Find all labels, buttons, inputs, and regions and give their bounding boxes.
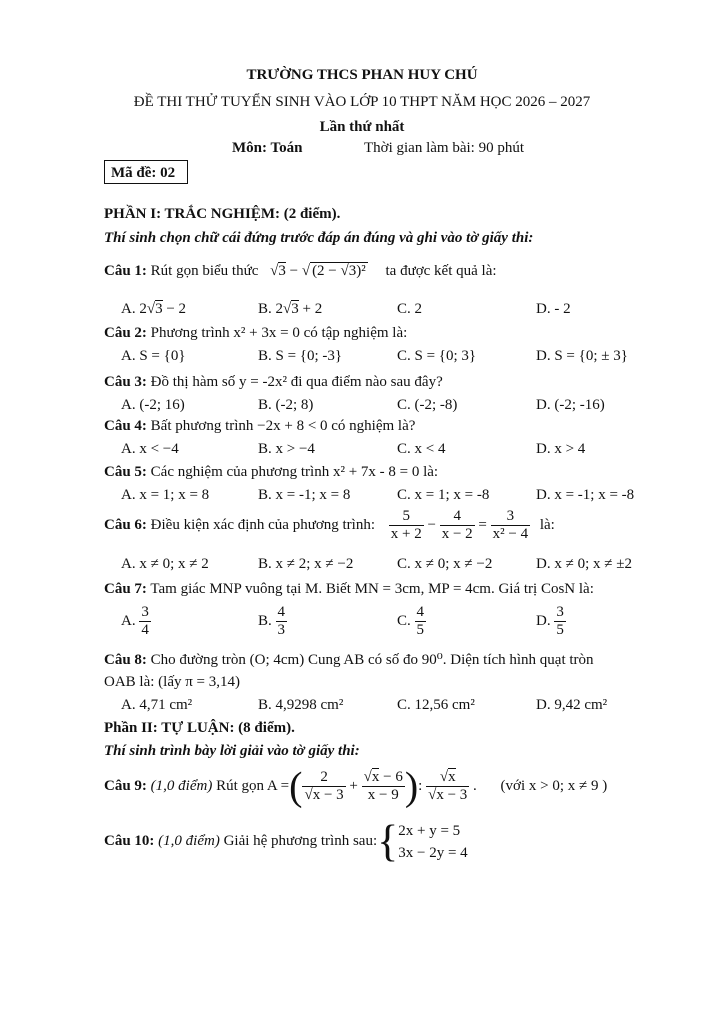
- question-8: Câu 8: Cho đường tròn (O; 4cm) Cung AB có số đo 90⁰. Diện tích hình quạt tròn: [104, 652, 594, 668]
- part2-instruction: Thí sinh trình bày lời giải vào tờ giấy thi:: [104, 743, 360, 759]
- q1-option-c: C. 2: [397, 301, 423, 317]
- question-5: Câu 5: Các nghiệm của phương trình x² + 7x - 8 = 0 là:: [104, 464, 439, 480]
- subject: Môn: Toán: [232, 140, 303, 156]
- q8-option-b: B. 4,9298 cm²: [258, 697, 344, 713]
- q4-option-b: B. x > −4: [258, 441, 315, 457]
- q2-option-a: A. S = {0}: [121, 348, 186, 364]
- q5-option-a: A. x = 1; x = 8: [121, 487, 210, 503]
- q1-text: Rút gọn biểu thức: [150, 263, 259, 279]
- part1-title: PHẦN I: TRẮC NGHIỆM: (2 điểm).: [104, 206, 341, 222]
- q5-option-d: D. x = -1; x = -8: [536, 487, 635, 503]
- q3-option-a: A. (-2; 16): [121, 397, 185, 413]
- exam-code: Mã đề: 02: [104, 160, 188, 184]
- q2-option-d: D. S = {0; ± 3}: [536, 348, 628, 364]
- q1-tail: ta được kết quả là:: [385, 263, 497, 279]
- q1-option-b: B. 2√3 + 2: [258, 301, 323, 317]
- question-10: Câu 10: (1,0 điểm) Giải hệ phương trình sau:{ 2x + y = 5 3x − 2y = 4: [104, 816, 468, 866]
- q6-option-b: B. x ≠ 2; x ≠ −2: [258, 556, 354, 572]
- q1-option-d: D. - 2: [536, 301, 571, 317]
- q8-option-d: D. 9,42 cm²: [536, 697, 608, 713]
- q6-equation: $\frac{5}{x + 2}$ − $\frac{4}{x - 2}$ = $\frac{3}{\text{x² − 4}}$: [390, 508, 529, 543]
- exam-round: Lần thứ nhất: [319, 119, 405, 135]
- q1-label: Câu 1:: [104, 263, 147, 279]
- question-3: Câu 3: Đồ thị hàm số y = -2x² đi qua điểm nào sau đây?: [104, 374, 443, 390]
- q6-option-c: C. x ≠ 0; x ≠ −2: [397, 556, 493, 572]
- q3-option-b: B. (-2; 8): [258, 397, 314, 413]
- q3-option-c: C. (-2; -8): [397, 397, 458, 413]
- q8-option-c: C. 12,56 cm²: [397, 697, 475, 713]
- q4-option-d: D. x > 4: [536, 441, 586, 457]
- q2-option-b: B. S = {0; -3}: [258, 348, 343, 364]
- question-9: Câu 9: (1,0 điểm) Rút gọn A =( $\frac{2}{√x - 3}$ + $\frac{√x - 6}{x - 9}$ ): $\frac{√x}{√x - 3}$ . (với x > 0; x ≠ 9 ): [104, 763, 608, 809]
- q6-option-a: A. x ≠ 0; x ≠ 2: [121, 556, 209, 572]
- q2-option-c: C. S = {0; 3}: [397, 348, 477, 364]
- q3-option-d: D. (-2; -16): [536, 397, 605, 413]
- q5-option-b: B. x = -1; x = 8: [258, 487, 351, 503]
- q8-text-line2: OAB là: (lấy π = 3,14): [104, 674, 241, 690]
- q7-option-c: C. $\frac{4}{5}$: [397, 604, 425, 639]
- q4-option-c: C. x < 4: [397, 441, 446, 457]
- question-7: Câu 7: Tam giác MNP vuông tại M. Biết MN = 3cm, MP = 4cm. Giá trị CosN là:: [104, 581, 594, 597]
- exam-time: Thời gian làm bài: 90 phút: [364, 140, 524, 156]
- part2-title: Phần II: TỰ LUẬN: (8 điểm).: [104, 720, 295, 736]
- question-6: Câu 6: Điều kiện xác định của phương trình: $\frac{5}{x + 2}$ − $\frac{4}{x - 2}$ = $\frac{3}{\text{x² − 4}}$ là:: [104, 508, 555, 543]
- q4-option-a: A. x < −4: [121, 441, 179, 457]
- question-2: Câu 2: Phương trình x² + 3x = 0 có tập nghiệm là:: [104, 325, 408, 341]
- q7-option-b: B. $\frac{4}{3}$: [258, 604, 286, 639]
- q6-option-d: D. x ≠ 0; x ≠ ±2: [536, 556, 632, 572]
- exam-title: ĐỀ THI THỬ TUYỂN SINH VÀO LỚP 10 THPT NĂM HỌC 2026 – 2027: [133, 94, 591, 110]
- school-name: TRƯỜNG THCS PHAN HUY CHÚ: [246, 67, 478, 83]
- q7-option-d: D. $\frac{3}{5}$: [536, 604, 564, 639]
- question-4: Câu 4: Bất phương trình −2x + 8 < 0 có nghiệm là?: [104, 418, 416, 434]
- part1-instruction: Thí sinh chọn chữ cái đứng trước đáp án đúng và ghi vào tờ giấy thi:: [104, 230, 534, 246]
- q5-option-c: C. x = 1; x = -8: [397, 487, 490, 503]
- q8-option-a: A. 4,71 cm²: [121, 697, 193, 713]
- q1-option-a: A. 2√3 − 2: [121, 301, 187, 317]
- q7-option-a: A. $\frac{3}{4}$: [121, 604, 149, 639]
- q1-expression: √3 − √ (2 − √3)²: [270, 263, 366, 279]
- question-1: [104, 262, 497, 280]
